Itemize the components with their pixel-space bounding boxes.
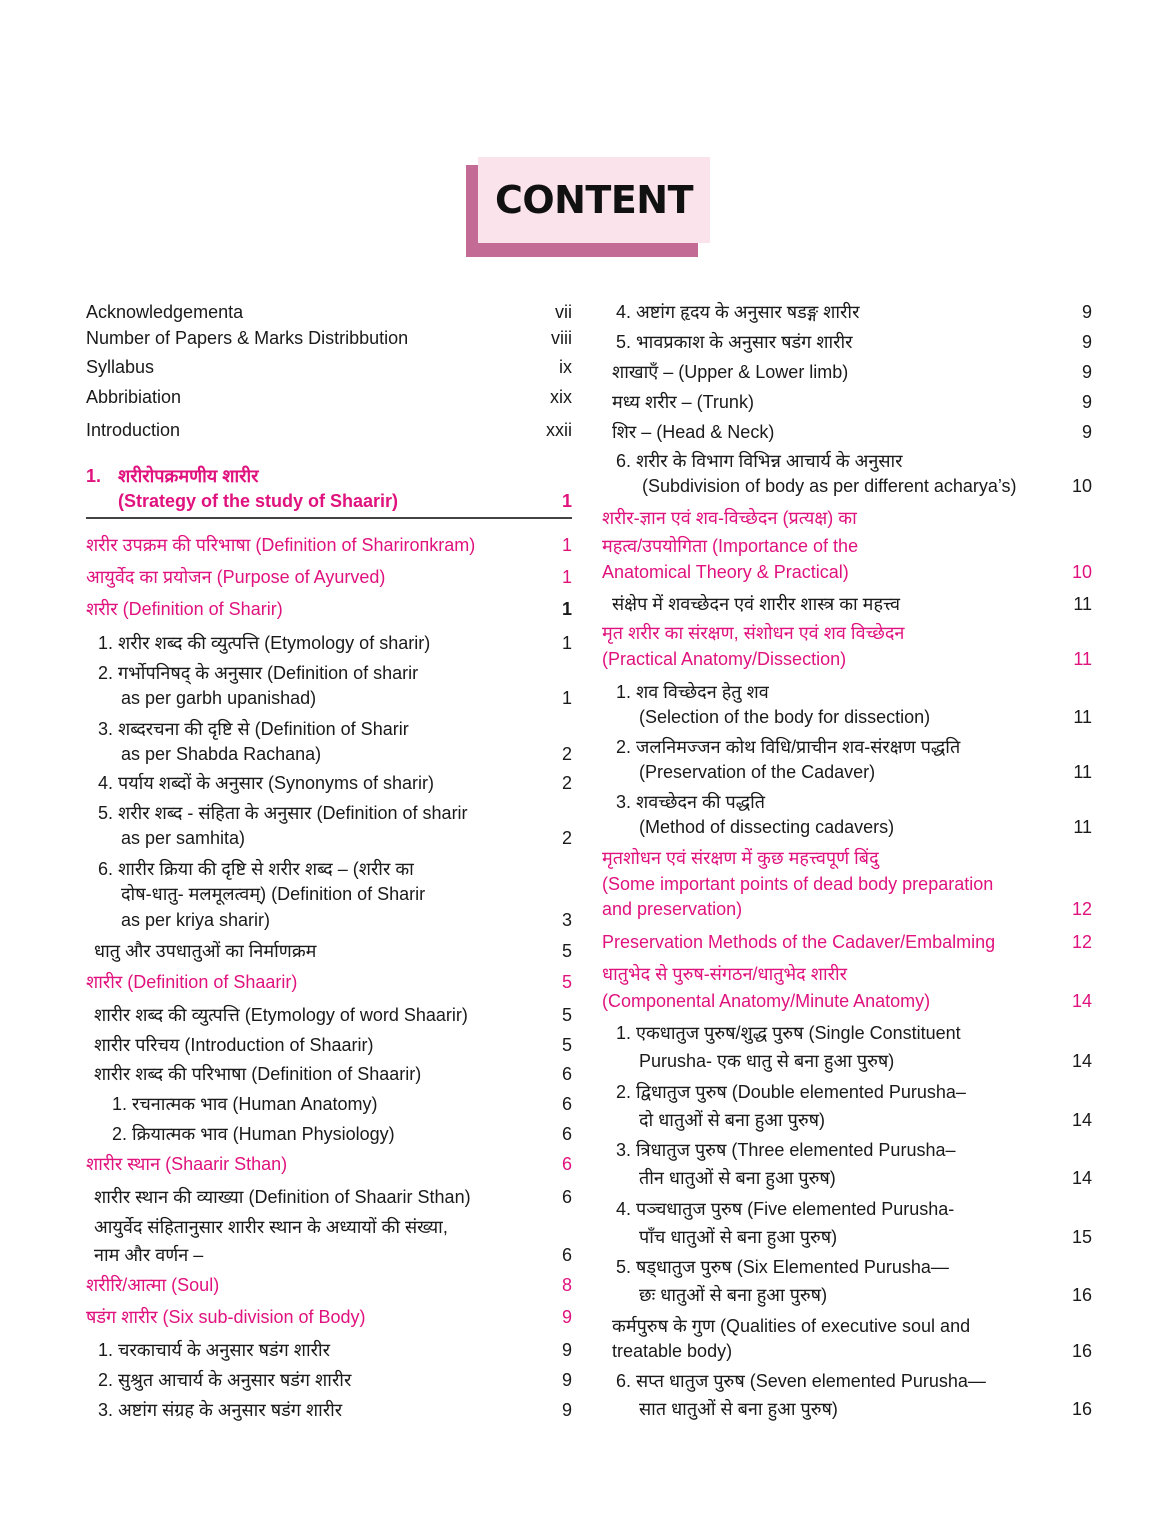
toc-entry-page: 9 [561, 1400, 572, 1420]
toc-entry[interactable] [86, 354, 572, 380]
toc-entry[interactable] [602, 961, 1092, 1011]
toc-entry[interactable] [602, 359, 1092, 385]
toc-entry-page: 11 [1073, 649, 1092, 669]
toc-entry[interactable] [86, 1272, 572, 1298]
toc-entry-label: 3. शवच्छेदन की पद्धति [616, 792, 766, 812]
toc-entry-page: xix [550, 387, 572, 407]
toc-entry-label: 2. क्रियात्मक भाव (Human Physiology) [112, 1124, 395, 1144]
toc-entry-label: 4. अष्टांग हृदय के अनुसार षडङ्ग शारीर [616, 302, 860, 322]
toc-entry-page: 10 [1071, 476, 1092, 496]
chapter-title-english: (Strategy of the study of Shaarir) [118, 491, 399, 511]
toc-entry-label: शरीर (Definition of Sharir) [86, 599, 283, 619]
toc-entry[interactable] [86, 1304, 572, 1330]
chapter-title-hindi: शरीरोपक्रमणीय शारीर [118, 466, 259, 486]
toc-entry-label: Preservation Methods of the Cadaver/Embalming [602, 932, 996, 952]
toc-entry[interactable] [86, 417, 572, 443]
toc-entry-page: 6 [561, 1094, 572, 1114]
toc-entry-page: 11 [1073, 817, 1092, 837]
toc-entry[interactable] [86, 800, 572, 848]
toc-entry-label: धातुभेद से पुरुष-संगठन/धातुभेद शारीर [602, 964, 848, 984]
toc-entry-page: 1 [561, 535, 572, 555]
toc-entry-label: 5. शरीर शब्द - संहिता के अनुसार (Definition of sharir [98, 803, 468, 823]
toc-entry-page: 2 [561, 773, 572, 793]
toc-entry-label: शिर – (Head & Neck) [612, 422, 775, 442]
toc-entry-page: ix [559, 357, 572, 377]
toc-entry-label: 6. शारीर क्रिया की दृष्टि से शरीर शब्द – (शरीर का [98, 859, 414, 879]
toc-entry[interactable] [86, 969, 572, 995]
toc-entry-page: 1 [561, 633, 572, 653]
toc-entry-label: 2. जलनिमज्जन कोथ विधि/प्राचीन शव-संरक्षण पद्धति [616, 737, 961, 757]
toc-entry-label-line2: Purusha- एक धातु से बना हुआ पुरुष) [639, 1051, 895, 1071]
toc-entry-label-line2: सात धातुओं से बना हुआ पुरुष) [639, 1399, 838, 1419]
toc-entry-page: 2 [561, 828, 572, 848]
toc-entry-label: शारीर (Definition of Shaarir) [86, 972, 298, 992]
toc-entry[interactable] [86, 716, 572, 764]
toc-entry-page: 6 [561, 1245, 572, 1265]
toc-entry[interactable] [602, 845, 1092, 919]
toc-entry-label-line2: (Componental Anatomy/Minute Anatomy) [602, 991, 931, 1011]
toc-entry[interactable] [602, 929, 1092, 955]
toc-entry-label-line3: and preservation) [602, 899, 743, 919]
toc-entry-label: मध्य शरीर – (Trunk) [612, 392, 754, 412]
toc-entry-label-line2: (Selection of the body for dissection) [639, 707, 931, 727]
toc-entry[interactable] [86, 1184, 572, 1210]
toc-entry[interactable] [602, 389, 1092, 415]
toc-entry[interactable] [602, 1020, 1092, 1071]
toc-entry[interactable] [86, 1151, 572, 1177]
toc-entry-page: 6 [561, 1064, 572, 1084]
toc-entry-page: 9 [561, 1370, 572, 1390]
toc-entry-label-line2: (Method of dissecting cadavers) [639, 817, 895, 837]
toc-entry[interactable] [86, 1091, 572, 1117]
toc-entry[interactable] [602, 1368, 1092, 1419]
toc-entry-label: शरीरि/आत्मा (Soul) [86, 1275, 220, 1295]
toc-entry[interactable] [86, 532, 572, 558]
toc-entry-page: 9 [561, 1340, 572, 1360]
toc-entry[interactable] [86, 630, 572, 656]
toc-entry[interactable] [602, 1254, 1092, 1305]
toc-entry[interactable] [602, 679, 1092, 727]
toc-entry-page: 6 [561, 1154, 572, 1174]
toc-entry[interactable] [86, 660, 572, 708]
toc-entry-page: 9 [1081, 392, 1092, 412]
toc-entry-label: 1. शव विच्छेदन हेतु शव [616, 682, 769, 702]
toc-entry-label: शारीर शब्द की व्युत्पत्ति (Etymology of word Shaarir) [94, 1005, 468, 1025]
toc-entry[interactable] [86, 1337, 572, 1363]
toc-entry-label-line3: Anatomical Theory & Practical) [602, 562, 849, 582]
toc-entry-page: 14 [1071, 1168, 1092, 1188]
toc-entry-page: 16 [1071, 1399, 1092, 1419]
toc-entry-page: 12 [1071, 932, 1092, 952]
toc-entry-label: शरीर-ज्ञान एवं शव-विच्छेदन (प्रत्यक्ष) का [602, 508, 857, 528]
toc-entry-label: 4. पर्याय शब्दों के अनुसार (Synonyms of sharir) [98, 773, 435, 793]
toc-entry-label-line2: नाम और वर्णन – [94, 1245, 204, 1265]
toc-entry[interactable] [86, 938, 572, 964]
toc-entry-label: 2. गर्भोपनिषद् के अनुसार (Definition of sharir [98, 663, 419, 683]
toc-entry-page: 14 [1071, 1051, 1092, 1071]
toc-entry-page: 14 [1071, 1110, 1092, 1130]
toc-entry-label: Number of Papers & Marks Distribbution [86, 328, 409, 348]
toc-entry-label: संक्षेप में शवच्छेदन एवं शारीर शास्त्र का महत्त्व [612, 594, 900, 614]
toc-entry[interactable] [602, 448, 1092, 496]
heading-box [478, 157, 710, 243]
toc-entry-label-line2: as per Shabda Rachana) [121, 744, 322, 764]
chapter-number: 1. [86, 466, 102, 486]
toc-entry-label: 3. त्रिधातुज पुरुष (Three elemented Purusha– [616, 1140, 956, 1160]
toc-entry[interactable] [602, 620, 1092, 669]
toc-entry-page: 5 [561, 1005, 572, 1025]
toc-entry-label-line2: दोष-धातु- मलमूलत्वम्) (Definition of Sharir [121, 884, 426, 904]
toc-entry-page: 8 [561, 1275, 572, 1295]
toc-entry-label-line2: as per samhita) [121, 828, 246, 848]
toc-entry-label-line2: treatable body) [612, 1341, 733, 1361]
toc-entry[interactable] [602, 734, 1092, 782]
toc-entry-page: 10 [1071, 562, 1092, 582]
toc-entry[interactable] [602, 329, 1092, 355]
toc-entry[interactable] [86, 384, 572, 410]
toc-entry-page: 2 [561, 744, 572, 764]
toc-entry-label: 3. शब्दरचना की दृष्टि से (Definition of Sharir [98, 719, 409, 739]
toc-entry[interactable] [86, 1061, 572, 1087]
toc-entry[interactable] [86, 1214, 572, 1265]
toc-entry[interactable] [86, 596, 572, 622]
toc-entry-page: 9 [1081, 302, 1092, 322]
toc-entry[interactable] [86, 856, 572, 930]
chapter-heading[interactable] [86, 463, 572, 511]
toc-entry-label: शारीर स्थान की व्याख्या (Definition of Shaarir Sthan) [94, 1187, 471, 1207]
toc-entry[interactable] [86, 1397, 572, 1423]
toc-entry-label: 1. शरीर शब्द की व्युत्पत्ति (Etymology of sharir) [98, 633, 431, 653]
toc-entry-label: 3. अष्टांग संग्रह के अनुसार षडंग शारीर [98, 1400, 343, 1420]
toc-entry-label: Abbribiation [86, 387, 182, 407]
toc-entry-page: 3 [561, 910, 572, 930]
toc-entry-page: 9 [1081, 422, 1092, 442]
toc-entry-page: 16 [1071, 1285, 1092, 1305]
content-heading [466, 157, 712, 257]
page-title: CONTENT [494, 178, 694, 222]
toc-entry-label: मृत शरीर का संरक्षण, संशोधन एवं शव विच्छेदन [602, 623, 905, 643]
toc-entry-page: 9 [561, 1307, 572, 1327]
toc-entry-page: 9 [1081, 332, 1092, 352]
toc-entry[interactable] [86, 1002, 572, 1028]
toc-entry[interactable] [86, 1367, 572, 1393]
toc-entry-label: धातु और उपधातुओं का निर्माणक्रम [94, 941, 317, 961]
toc-entry-label: षडंग शारीर (Six sub-division of Body) [86, 1307, 366, 1327]
toc-entry-page: vii [555, 302, 572, 322]
toc-entry-page: 12 [1071, 899, 1092, 919]
toc-entry-label: 6. सप्त धातुज पुरुष (Seven elemented Purusha— [616, 1371, 986, 1391]
toc-entry-label: कर्मपुरुष के गुण (Qualities of executive soul and [612, 1316, 971, 1336]
toc-entry-page: 14 [1071, 991, 1092, 1011]
toc-entry[interactable] [86, 564, 572, 590]
toc-entry-label: शारीर शब्द की परिभाषा (Definition of Shaarir) [94, 1064, 422, 1084]
toc-entry-label: आयुर्वेद संहितानुसार शारीर स्थान के अध्यायों की संख्या, [94, 1217, 448, 1237]
toc-entry-page: 11 [1073, 594, 1092, 614]
chapter-divider [86, 517, 572, 519]
toc-entry[interactable] [602, 505, 1092, 582]
toc-entry-page: 11 [1073, 762, 1092, 782]
toc-entry-page: xxii [546, 420, 572, 440]
toc-entry[interactable] [602, 1196, 1092, 1247]
toc-entry-label-line2: दो धातुओं से बना हुआ पुरुष) [639, 1110, 826, 1130]
toc-entry-label-line2: (Subdivision of body as per different acharya’s) [642, 476, 1017, 496]
toc-entry-page: 1 [561, 567, 572, 587]
toc-entry-label: 5. भावप्रकाश के अनुसार षडंग शारीर [616, 332, 853, 352]
toc-entry-label-line2: तीन धातुओं से बना हुआ पुरुष) [639, 1168, 836, 1188]
toc-entry-page: viii [551, 328, 572, 348]
toc-entry-label: 1. एकधातुज पुरुष/शुद्ध पुरुष (Single Constituent [616, 1023, 961, 1043]
toc-entry[interactable] [86, 1032, 572, 1058]
toc-entry[interactable] [602, 1137, 1092, 1188]
toc-entry[interactable] [602, 419, 1092, 445]
toc-entry-page: 1 [561, 599, 572, 619]
toc-entry-page: 9 [1081, 362, 1092, 382]
toc-entry-label-line2: पाँच धातुओं से बना हुआ पुरुष) [639, 1227, 838, 1247]
toc-entry-page: 16 [1071, 1341, 1092, 1361]
toc-entry-label: शारीर परिचय (Introduction of Shaarir) [94, 1035, 374, 1055]
toc-entry-label: 1. रचनात्मक भाव (Human Anatomy) [112, 1094, 378, 1114]
toc-entry-label: शारीर स्थान (Shaarir Sthan) [86, 1154, 288, 1174]
toc-entry[interactable] [602, 789, 1092, 837]
toc-entry-label: शरीर उपक्रम की परिभाषा (Definition of Sharirопkram) [86, 535, 476, 555]
toc-entry-label: शाखाएँ – (Upper & Lower limb) [612, 362, 849, 382]
toc-entry-label-line2: (Preservation of the Cadaver) [639, 762, 876, 782]
toc-entry-label-line2: छः धातुओं से बना हुआ पुरुष) [639, 1285, 828, 1305]
toc-entry-page: 5 [561, 1035, 572, 1055]
toc-entry-page: 15 [1071, 1227, 1092, 1247]
toc-entry-label-line2: महत्व/उपयोगिता (Importance of the [602, 536, 859, 556]
toc-entry[interactable] [86, 299, 572, 325]
toc-entry-label-line2: as per garbh upanishad) [121, 688, 317, 708]
toc-entry[interactable] [86, 1121, 572, 1147]
toc-entry-page: 5 [561, 972, 572, 992]
toc-entry-page: 6 [561, 1124, 572, 1144]
chapter-page: 1 [561, 491, 572, 511]
toc-entry-label: Acknowledgementa [86, 302, 244, 322]
toc-entry-label: 6. शरीर के विभाग विभिन्न आचार्य के अनुसार [616, 451, 903, 471]
toc-entry-page: 11 [1073, 707, 1092, 727]
toc-entry-label: 2. सुश्रुत आचार्य के अनुसार षडंग शारीर [98, 1370, 352, 1390]
toc-entry-page: 6 [561, 1187, 572, 1207]
toc-entry-label: 1. चरकाचार्य के अनुसार षडंग शारीर [98, 1340, 331, 1360]
toc-entry-label: आयुर्वेद का प्रयोजन (Purpose of Ayurved) [86, 567, 386, 587]
toc-entry[interactable] [602, 591, 1092, 617]
toc-entry-label: मृतशोधन एवं संरक्षण में कुछ महत्त्वपूर्ण बिंदु [602, 848, 879, 868]
toc-entry-page: 1 [561, 688, 572, 708]
toc-entry-page: 5 [561, 941, 572, 961]
toc-entry-label-line3: as per kriya sharir) [121, 910, 271, 930]
toc-entry-label: 2. द्विधातुज पुरुष (Double elemented Purusha– [616, 1082, 966, 1102]
toc-entry-label: 4. पञ्चधातुज पुरुष (Five elemented Purusha- [616, 1199, 955, 1219]
toc-entry-label: 5. षड्धातुज पुरुष (Six Elemented Purusha— [616, 1257, 949, 1277]
toc-entry[interactable] [602, 299, 1092, 325]
toc-entry-label: Syllabus [86, 357, 155, 377]
toc-entry[interactable] [86, 770, 572, 796]
toc-entry[interactable] [602, 1313, 1092, 1361]
toc-entry[interactable] [86, 325, 572, 351]
toc-entry-label-line2: (Practical Anatomy/Dissection) [602, 649, 847, 669]
toc-entry-label: Introduction [86, 420, 181, 440]
toc-entry[interactable] [602, 1079, 1092, 1130]
toc-entry-label-line2: (Some important points of dead body preparation [602, 874, 994, 894]
